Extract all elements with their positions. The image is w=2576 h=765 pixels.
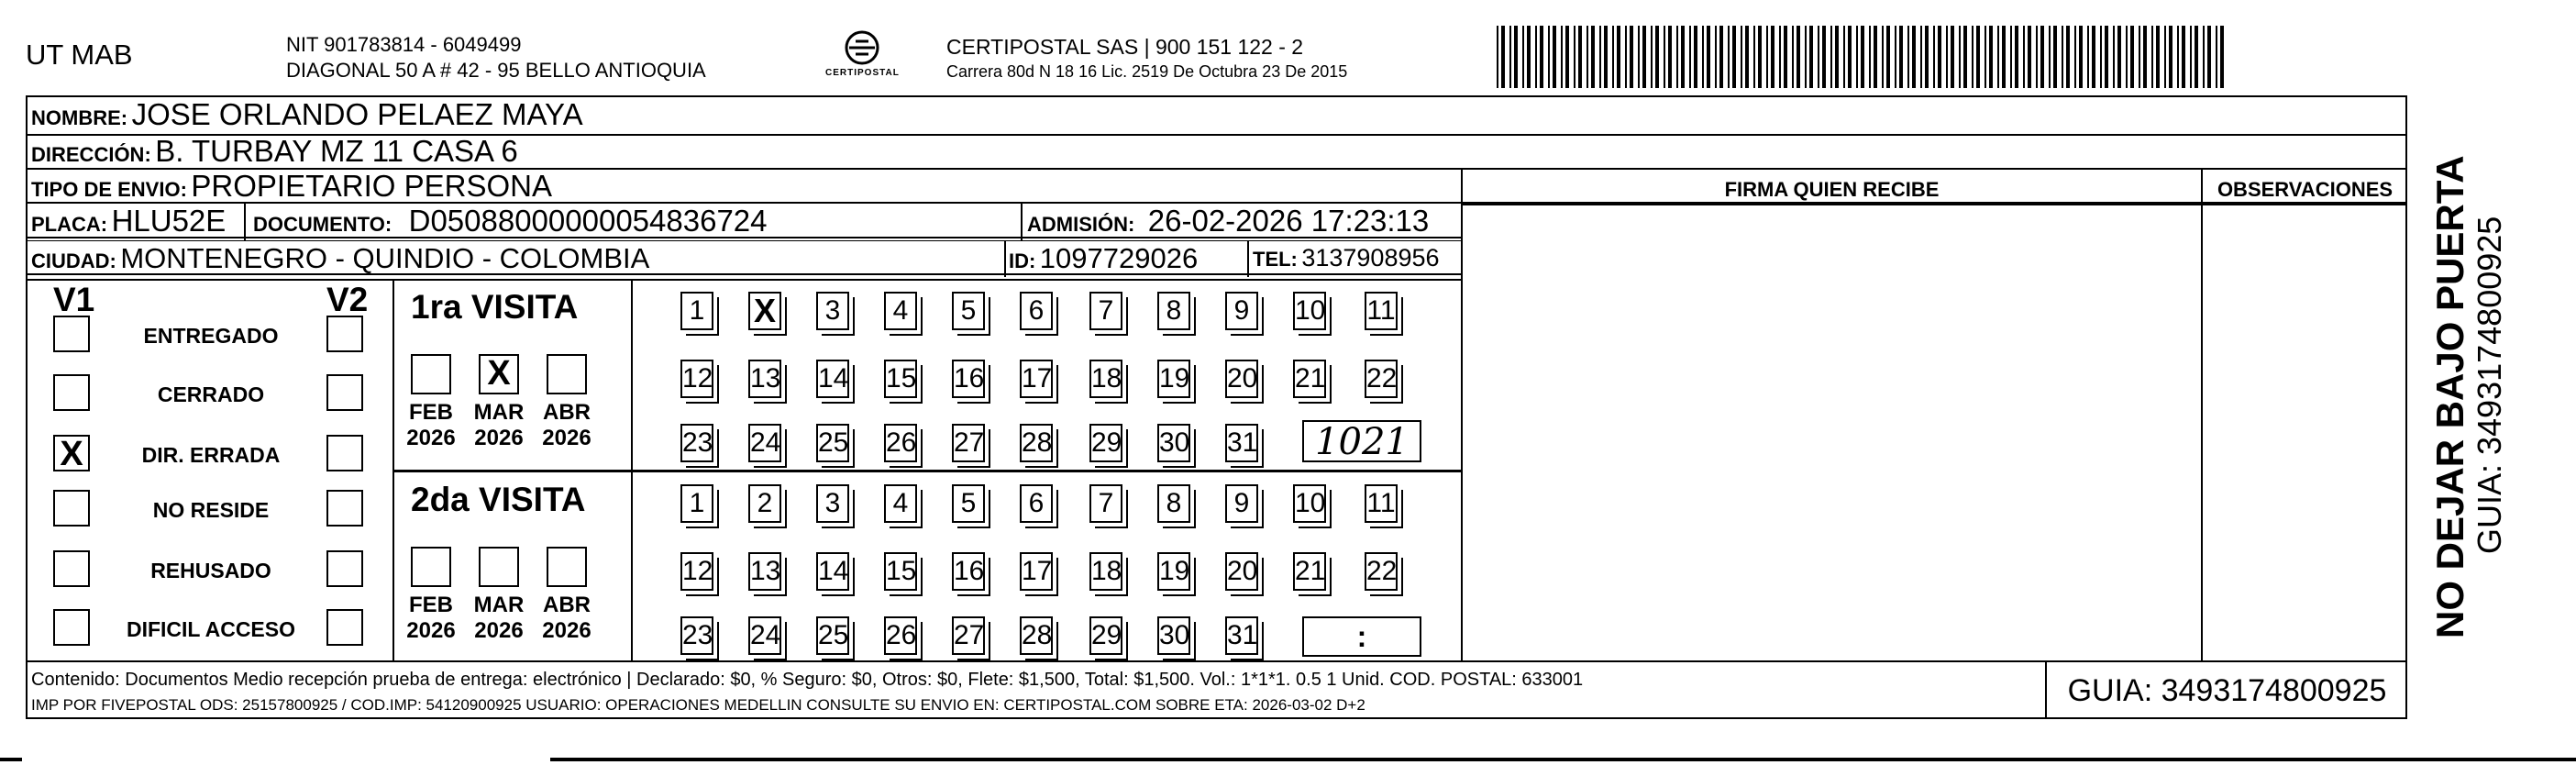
- day-box[interactable]: 27: [952, 616, 985, 655]
- v2-checkbox[interactable]: [326, 316, 363, 352]
- month-checkbox[interactable]: [479, 547, 519, 587]
- day-box[interactable]: 29: [1089, 424, 1122, 462]
- nombre-label: NOMBRE:: [31, 106, 128, 129]
- status-label: ENTREGADO: [143, 324, 279, 348]
- day-box[interactable]: 14: [816, 552, 849, 591]
- day-box[interactable]: 6: [1020, 484, 1053, 523]
- footer-content: Contenido: Documentos Medio recepción prueba de entrega: electrónico | Declarado: $0, % Seguro: $0, Otros: $0, Flete: $1,500, Total: $1,500. Vol.: 1*1*1. 0.5 1 Unid. COD. POSTAL: 633001: [31, 670, 1584, 690]
- logo-text: CERTIPOSTAL: [825, 68, 900, 78]
- day-box[interactable]: 2: [748, 484, 781, 523]
- v2-header: V2: [326, 281, 369, 318]
- admision-value: 26-02-2026 17:23:13: [1147, 204, 1430, 238]
- day-box[interactable]: 5: [952, 292, 985, 330]
- day-box[interactable]: 20: [1225, 552, 1258, 591]
- day-box[interactable]: 6: [1020, 292, 1053, 330]
- day-box[interactable]: 11: [1365, 292, 1398, 330]
- tel-value: 3137908956: [1301, 244, 1440, 272]
- month-name: MAR: [473, 593, 525, 617]
- v2-checkbox[interactable]: [326, 435, 363, 471]
- v1-checkbox[interactable]: [53, 316, 90, 352]
- day-box[interactable]: 17: [1020, 552, 1053, 591]
- day-box[interactable]: 29: [1089, 616, 1122, 655]
- month-name: MAR: [473, 400, 525, 425]
- nombre-value: JOSE ORLANDO PELAEZ MAYA: [131, 97, 583, 131]
- side-guia: GUIA: 3493174800925: [2471, 216, 2508, 554]
- carrier-license: Carrera 80d N 18 16 Lic. 2519 De Octubra 23 De 2015: [946, 62, 1348, 81]
- day-box[interactable]: 20: [1225, 360, 1258, 398]
- month-name: ABR: [543, 593, 591, 617]
- day-box[interactable]: 9: [1225, 484, 1258, 523]
- direccion-value: B. TURBAY MZ 11 CASA 6: [155, 134, 518, 168]
- day-box[interactable]: 30: [1157, 424, 1190, 462]
- side-warning: NO DEJAR BAJO PUERTA: [2428, 155, 2471, 638]
- month-checkbox[interactable]: X: [479, 354, 519, 394]
- day-box[interactable]: 27: [952, 424, 985, 462]
- day-box[interactable]: 30: [1157, 616, 1190, 655]
- company-nit: NIT 901783814 - 6049499: [286, 33, 522, 56]
- firma-header: FIRMA QUIEN RECIBE: [1724, 178, 1940, 201]
- placa-field: [31, 204, 226, 238]
- tel-field: [1253, 244, 1440, 272]
- day-box[interactable]: 22: [1365, 360, 1398, 398]
- footer-imp: IMP POR FIVEPOSTAL ODS: 25157800925 / COD.IMP: 54120900925 USUARIO: OPERACIONES MEDELLIN CONSULTE SU ENVIO EN: CERTIPOSTAL.COM SOBRE ETA: 2026-03-02 D+2: [31, 696, 1365, 714]
- v2-checkbox[interactable]: [326, 374, 363, 411]
- ciudad-value: MONTENEGRO - QUINDIO - COLOMBIA: [120, 242, 650, 274]
- placa-value: HLU52E: [111, 204, 227, 238]
- observaciones-header: OBSERVACIONES: [2217, 178, 2394, 201]
- day-box[interactable]: 23: [680, 616, 713, 655]
- tipo-label: TIPO DE ENVIO:: [31, 178, 187, 201]
- month-year: 2026: [406, 618, 456, 643]
- v1-checkbox[interactable]: [53, 374, 90, 411]
- status-label: DIR. ERRADA: [141, 443, 281, 467]
- day-box[interactable]: 21: [1293, 360, 1326, 398]
- day-box[interactable]: 15: [884, 552, 917, 591]
- day-box[interactable]: 24: [748, 424, 781, 462]
- day-box[interactable]: 18: [1089, 552, 1122, 591]
- day-box[interactable]: 19: [1157, 360, 1190, 398]
- status-label: REHUSADO: [150, 559, 271, 582]
- documento-field: [253, 204, 768, 238]
- carrier-name: CERTIPOSTAL SAS | 900 151 122 - 2: [946, 35, 1304, 59]
- day-box[interactable]: 11: [1365, 484, 1398, 523]
- month-checkbox[interactable]: [547, 354, 587, 394]
- v2-checkbox[interactable]: [326, 550, 363, 587]
- id-field: [1009, 242, 1198, 275]
- day-box[interactable]: X: [748, 292, 781, 330]
- v1-checkbox[interactable]: [53, 609, 90, 646]
- admision-label: ADMISIÓN:: [1027, 213, 1135, 236]
- day-box[interactable]: 7: [1089, 484, 1122, 523]
- day-box[interactable]: 8: [1157, 292, 1190, 330]
- day-box[interactable]: 26: [884, 616, 917, 655]
- day-box[interactable]: 24: [748, 616, 781, 655]
- day-box[interactable]: 1: [680, 484, 713, 523]
- footer-guia: GUIA: 3493174800925: [2067, 673, 2387, 708]
- day-box[interactable]: 13: [748, 360, 781, 398]
- visit-title: 2da VISITA: [411, 481, 586, 518]
- documento-label: DOCUMENTO:: [253, 213, 392, 236]
- day-box[interactable]: 9: [1225, 292, 1258, 330]
- nombre-row: [31, 97, 583, 132]
- tel-label: TEL:: [1253, 248, 1298, 271]
- month-year: 2026: [542, 618, 591, 643]
- day-box[interactable]: 3: [816, 292, 849, 330]
- v1-header: V1: [53, 281, 95, 318]
- ciudad-label: CIUDAD:: [31, 249, 116, 272]
- day-box[interactable]: 13: [748, 552, 781, 591]
- month-checkbox[interactable]: [411, 354, 451, 394]
- day-box[interactable]: 17: [1020, 360, 1053, 398]
- visit-title: 1ra VISITA: [411, 288, 579, 326]
- day-box[interactable]: 7: [1089, 292, 1122, 330]
- day-box[interactable]: 25: [816, 424, 849, 462]
- day-box[interactable]: 5: [952, 484, 985, 523]
- day-box[interactable]: 21: [1293, 552, 1326, 591]
- day-box[interactable]: 16: [952, 552, 985, 591]
- month-year: 2026: [406, 426, 456, 450]
- day-box[interactable]: 26: [884, 424, 917, 462]
- day-box[interactable]: 10: [1293, 292, 1326, 330]
- month-name: ABR: [543, 400, 591, 425]
- day-box[interactable]: 23: [680, 424, 713, 462]
- day-box[interactable]: 31: [1225, 424, 1258, 462]
- id-label: ID:: [1009, 249, 1036, 272]
- day-box[interactable]: 3: [816, 484, 849, 523]
- tipo-value: PROPIETARIO PERSONA: [191, 169, 553, 203]
- day-box[interactable]: 28: [1020, 616, 1053, 655]
- month-name: FEB: [409, 593, 453, 617]
- month-checkbox[interactable]: [547, 547, 587, 587]
- v1-checkbox[interactable]: [53, 550, 90, 587]
- v1-checkbox[interactable]: [53, 490, 90, 527]
- ciudad-field: [31, 242, 649, 275]
- month-year: 2026: [542, 426, 591, 450]
- v1-checkbox[interactable]: X: [53, 435, 90, 471]
- status-label: DIFICIL ACCESO: [126, 617, 295, 641]
- day-box[interactable]: 4: [884, 292, 917, 330]
- company-name: UT MAB: [26, 39, 133, 71]
- certipostal-logo: [825, 29, 899, 84]
- v2-checkbox[interactable]: [326, 609, 363, 646]
- v2-checkbox[interactable]: [326, 490, 363, 527]
- company-address: DIAGONAL 50 A # 42 - 95 BELLO ANTIOQUIA: [286, 59, 706, 82]
- day-box[interactable]: 8: [1157, 484, 1190, 523]
- day-box[interactable]: 12: [680, 552, 713, 591]
- id-value: 1097729026: [1039, 242, 1199, 274]
- tipo-row: [31, 169, 552, 204]
- direccion-label: DIRECCIÓN:: [31, 143, 151, 166]
- status-label: CERRADO: [157, 382, 265, 406]
- status-label: NO RESIDE: [152, 498, 270, 522]
- day-box[interactable]: 12: [680, 360, 713, 398]
- day-box[interactable]: 1: [680, 292, 713, 330]
- month-name: FEB: [409, 400, 453, 425]
- month-year: 2026: [474, 618, 524, 643]
- day-box[interactable]: 14: [816, 360, 849, 398]
- day-box[interactable]: 22: [1365, 552, 1398, 591]
- month-year: 2026: [474, 426, 524, 450]
- day-box[interactable]: 4: [884, 484, 917, 523]
- direccion-row: [31, 134, 518, 169]
- day-box[interactable]: 31: [1225, 616, 1258, 655]
- barcode: [1497, 26, 2226, 88]
- month-checkbox[interactable]: [411, 547, 451, 587]
- day-box[interactable]: 15: [884, 360, 917, 398]
- visit-time[interactable]: 1021: [1302, 420, 1421, 462]
- visit-time[interactable]: :: [1302, 616, 1421, 657]
- placa-label: PLACA:: [31, 213, 108, 236]
- admision-field: [1027, 204, 1429, 238]
- documento-value: D05088000000054836724: [408, 204, 768, 238]
- day-box[interactable]: 28: [1020, 424, 1053, 462]
- day-box[interactable]: 10: [1293, 484, 1326, 523]
- day-box[interactable]: 18: [1089, 360, 1122, 398]
- day-box[interactable]: 25: [816, 616, 849, 655]
- day-box[interactable]: 16: [952, 360, 985, 398]
- day-box[interactable]: 19: [1157, 552, 1190, 591]
